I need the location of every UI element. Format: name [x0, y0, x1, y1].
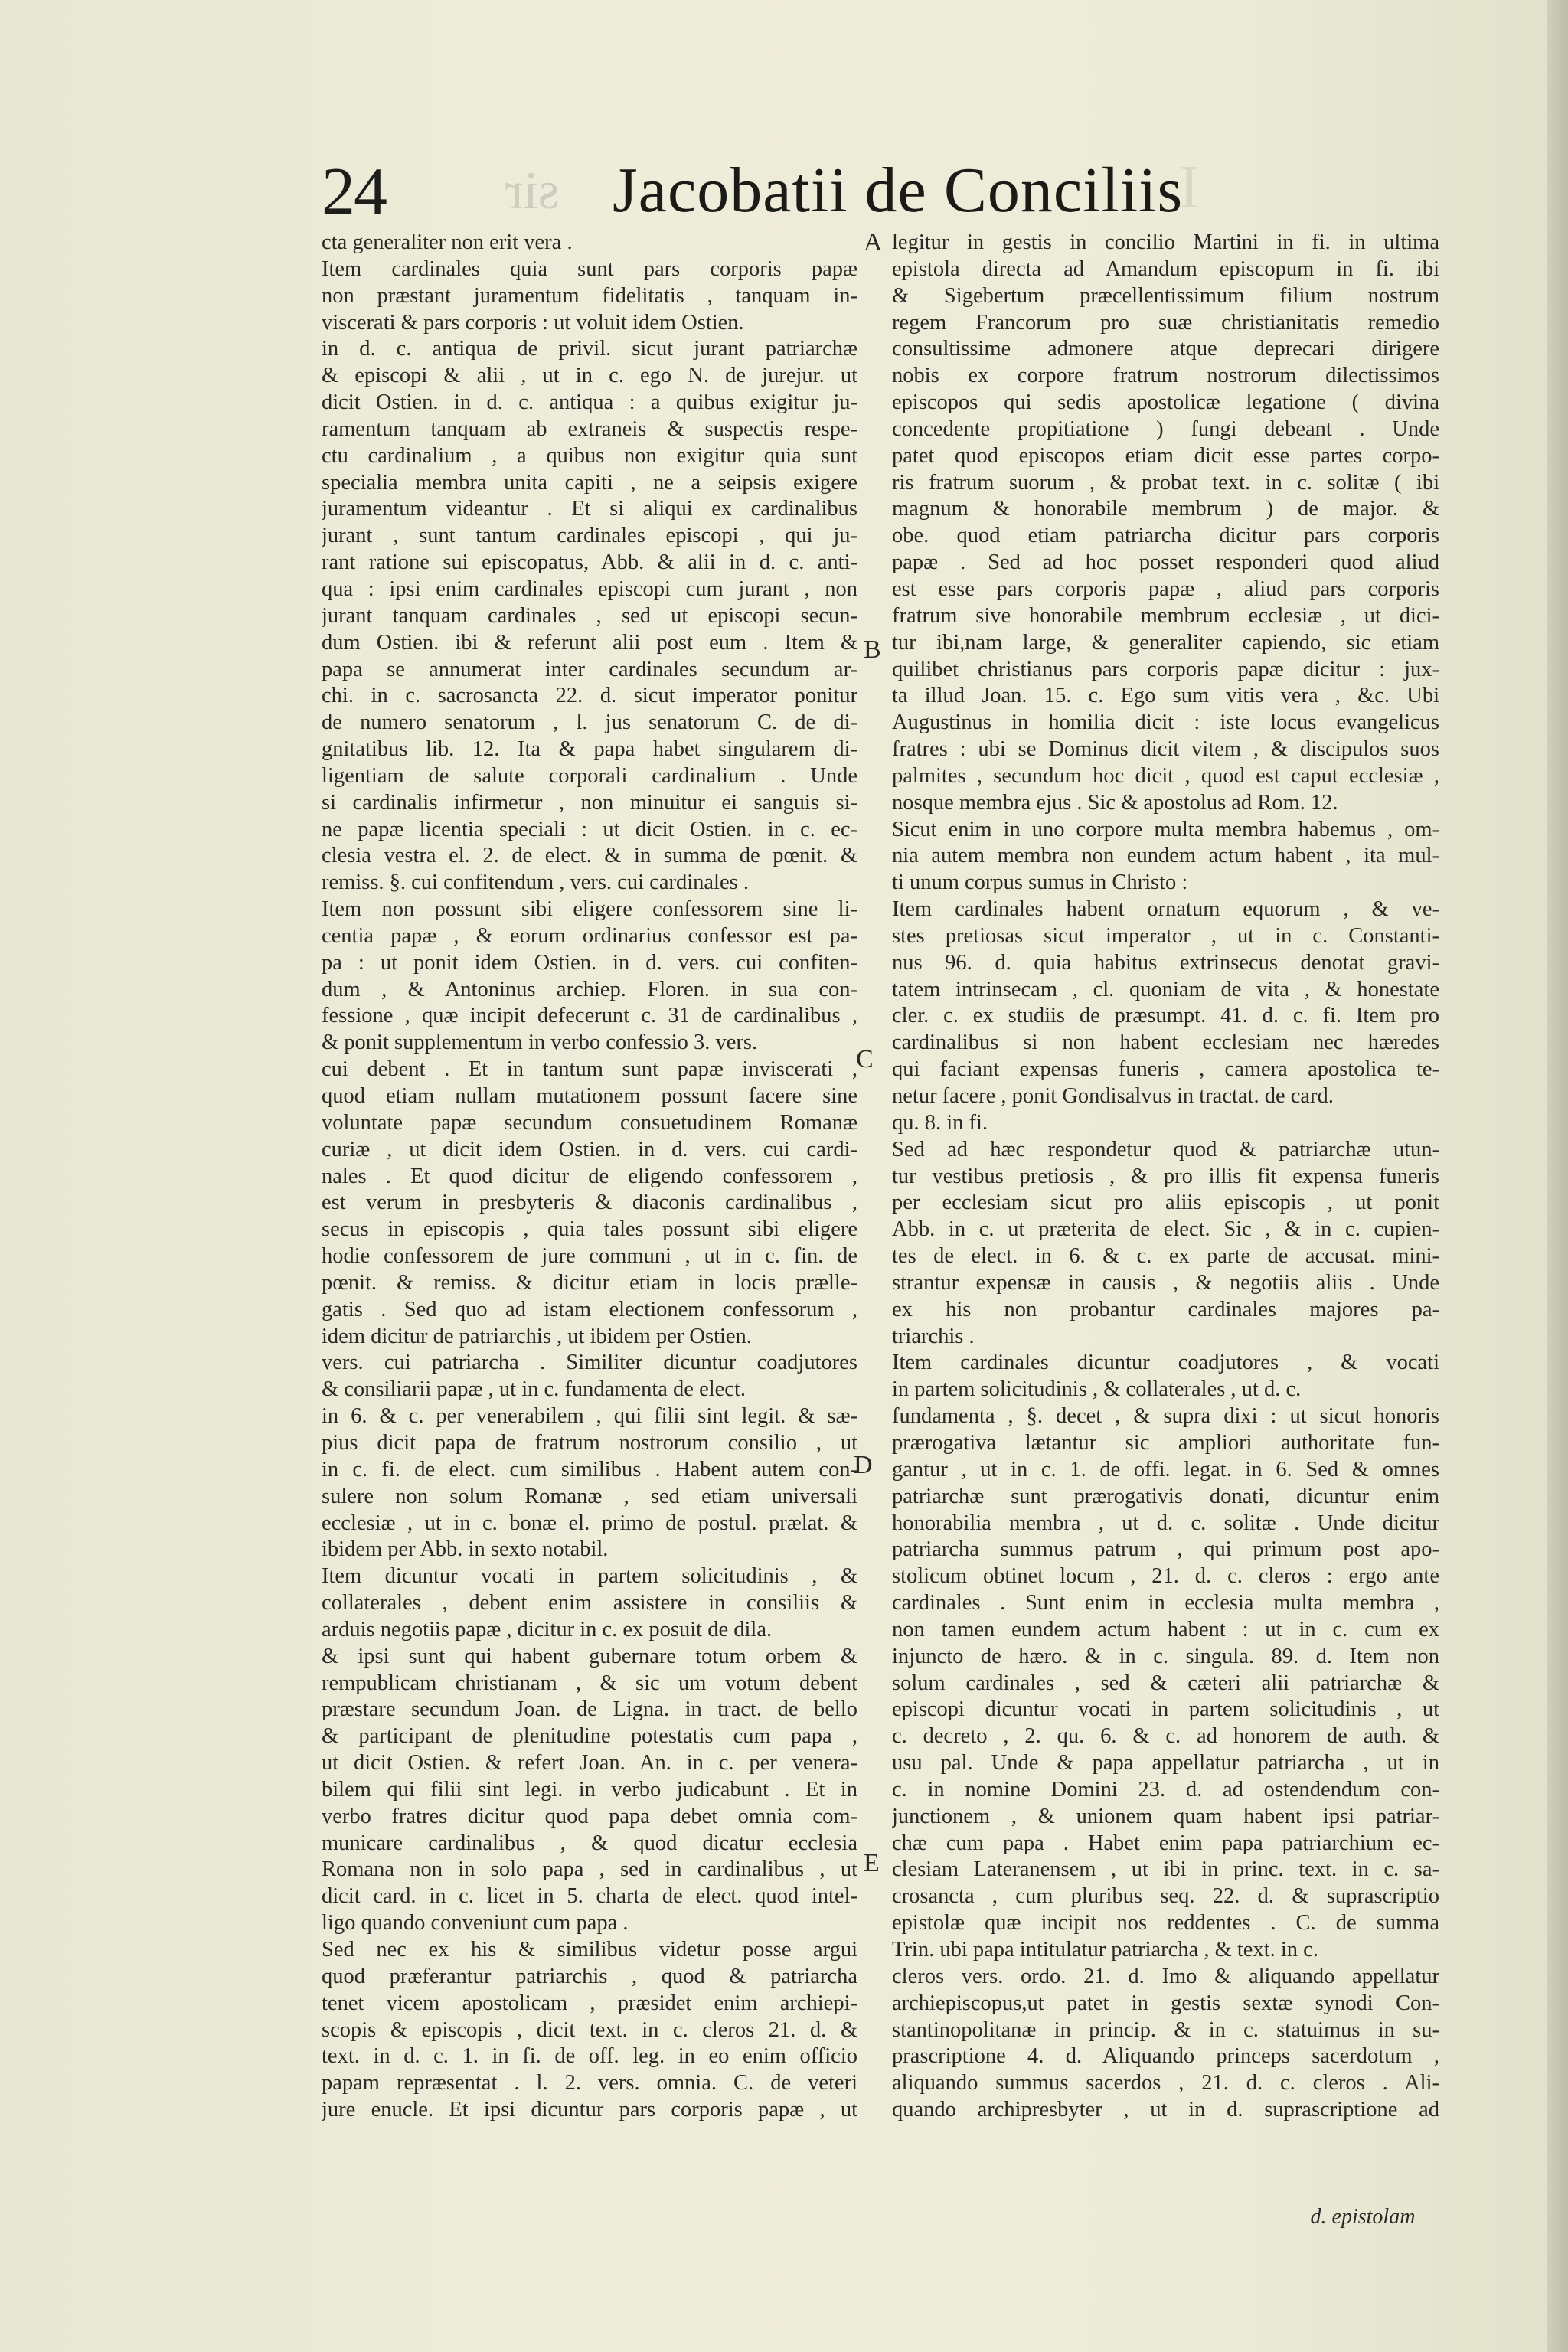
text-line: concedente propitiatione ) fungi debeant . Unde [892, 416, 1439, 441]
text-line: ex his non probantur cardinales majores pa- [892, 1297, 1439, 1321]
text-line: dum Ostien. ibi & referunt alii post eum . Item & [322, 630, 858, 655]
text-line: & ipsi sunt qui habent gubernare totum orbem & [322, 1644, 858, 1668]
text-line: injuncto de hæro. & in c. singula. 89. d. Item non [892, 1644, 1439, 1668]
margin-letter-b: B [864, 635, 881, 664]
text-line: & Sigebertum præcellentissimum filium nostrum [892, 283, 1439, 308]
text-line: c. decreto , 2. qu. 6. & c. ad honorem de auth. & [892, 1724, 1439, 1749]
text-line: centia papæ , & eorum ordinarius confessor est pa- [322, 923, 858, 948]
text-line: patriarcha summus patrum , qui primum post apo- [892, 1537, 1439, 1562]
text-line: quilibet christianus pars corporis papæ dicitur : jux- [892, 657, 1439, 681]
text-line: municare cardinalibus , & quod dicatur ecclesia [322, 1831, 858, 1855]
text-line: crosancta , cum pluribus seq. 22. d. & suprascriptio [892, 1884, 1439, 1909]
text-line: ligo quando conveniunt cum papa . [322, 1911, 629, 1936]
text-line: ne papæ licentia speciali : ut dicit Ostien. in c. ec- [322, 817, 858, 841]
text-line: fessione , quæ incipit defecerunt c. 31 de cardinalibus , [322, 1004, 858, 1028]
text-line: pius dicit papa de fratrum nostrorum consilio , ut [322, 1430, 858, 1455]
margin-letter-d: D [854, 1451, 873, 1479]
text-line: gatis . Sed quo ad istam electionem confessorum , [322, 1297, 858, 1321]
text-line: pœnit. & remiss. & dicitur etiam in locis prælle- [322, 1270, 858, 1295]
text-line: papa se annumerat inter cardinales secundum ar- [322, 657, 858, 681]
text-line: collaterales , debent enim assistere in consiliis & [322, 1591, 858, 1615]
text-line: juramentum videantur . Et si aliqui ex cardinalibus [322, 497, 858, 521]
text-line: tatem intrinsecam , cl. quoniam de vita , & honestate [892, 977, 1439, 1001]
text-line: aliquando summus sacerdos , 21. d. c. cleros . Ali- [892, 2071, 1439, 2096]
text-line: sulere non solum Romanæ , sed etiam universali [322, 1484, 858, 1508]
text-line: junctionem , & unionem quam habent ipsi patriar- [892, 1804, 1439, 1828]
text-line: curiæ , ut dicit idem Ostien. in d. vers. cui cardi- [322, 1137, 858, 1161]
text-line: consultissime admonere atque deprecari dirigere [892, 337, 1439, 361]
right-text-column [892, 230, 1439, 2124]
text-line: cta generaliter non erit vera . [322, 230, 573, 254]
text-line: quod etiam nullam mutationem possunt facere sine [322, 1084, 858, 1108]
text-line: non præstant juramentum fidelitatis , tanquam in- [322, 283, 858, 308]
text-line: clesiam Lateranensem , ut ibi in princ. text. in c. sa- [892, 1857, 1439, 1882]
text-line: papæ . Sed ad hoc posset responderi quod aliud [892, 550, 1439, 575]
text-line: fratres : ubi se Dominus dicit vitem , & discipulos suos [892, 737, 1439, 762]
margin-letter-e: E [864, 1849, 880, 1877]
text-line: Romana non in solo papa , sed in cardinalibus , ut [322, 1857, 858, 1882]
text-line: quando archipresbyter , ut in d. suprascriptione ad [892, 2098, 1439, 2122]
text-line: nobis ex corpore fratrum nostrorum dilectissimos [892, 364, 1439, 388]
text-line: dicit card. in c. licet in 5. charta de elect. quod intel- [322, 1884, 858, 1909]
text-line: epistolæ quæ incipit nos reddentes . C. de summa [892, 1911, 1439, 1936]
text-line: stolicum obtinet locum , 21. d. c. cleros : ergo ante [892, 1564, 1439, 1589]
text-line: strantur expensæ in causis , & negotiis aliis . Unde [892, 1270, 1439, 1295]
text-line: ti unum corpus sumus in Christo : [892, 871, 1188, 895]
text-line: qu. 8. in fi. [892, 1110, 988, 1135]
text-line: cardinalibus si non habent ecclesiam nec hæredes [892, 1031, 1439, 1055]
text-line: ris fratrum suorum , & probat text. in c. solitæ ( ibi [892, 470, 1439, 495]
text-line: prærogativa lætantur sic ampliori authoritate fun- [892, 1430, 1439, 1455]
text-line: ta illud Joan. 15. c. Ego sum vitis vera , &c. Ubi [892, 684, 1439, 708]
text-line: honorabilia membra , ut d. c. solitæ . Unde dicitur [892, 1511, 1439, 1535]
text-line: qui faciant expensas funeris , camera apostolica te- [892, 1057, 1439, 1082]
text-line: ligentiam de salute corporali cardinalium . Unde [322, 763, 858, 788]
text-line: prascriptione 4. d. Aliquando princeps sacerdotum , [892, 2044, 1439, 2069]
text-line: stantinopolitanæ in princip. & in c. statuimus in su- [892, 2017, 1439, 2042]
text-line: Trin. ubi papa intitulatur patriarcha , & text. in c. [892, 1938, 1318, 1962]
text-line: nus 96. d. quia habitus extrinsecus denotat gravi- [892, 950, 1439, 975]
left-text-column [322, 230, 858, 2124]
text-line: bilem qui filii sint legi. in verbo judicabunt . Et in [322, 1777, 858, 1802]
text-line: Item non possunt sibi eligere confessorem sine li- [322, 897, 858, 922]
text-line: ctu cardinalium , a quibus non exigitur quia sunt [322, 443, 858, 468]
text-line: Item cardinales quia sunt pars corporis papæ [322, 256, 858, 281]
text-line: dicit Ostien. in d. c. antiqua : a quibus exigitur ju- [322, 390, 858, 415]
text-line: Augustinus in homilia dicit : iste locus evangelicus [892, 710, 1439, 735]
text-line: remiss. §. cui confitendum , vers. cui cardinales . [322, 871, 749, 895]
text-line: regem Francorum pro suæ christianitatis remedio [892, 310, 1439, 335]
text-line: hodie confessorem de jure communi , ut in c. fin. de [322, 1244, 858, 1269]
text-line: tenet vicem apostolicam , præsidet enim archiepi- [322, 1991, 858, 2015]
text-line: magnum & honorabile membrum ) de major. & [892, 497, 1439, 521]
text-line: patet quod episcopos etiam dicit esse partes corpo- [892, 443, 1439, 468]
text-line: tur vestibus pretiosis , & pro illis fit expensa funeris [892, 1164, 1439, 1188]
text-line: archiepiscopus,ut patet in gestis sextæ synodi Con- [892, 1991, 1439, 2015]
text-line: palmites , secundum hoc dicit , quod est caput ecclesiæ , [892, 763, 1439, 788]
page-number: 24 [322, 155, 386, 229]
text-line: cardinales . Sunt enim in ecclesia multa membra , [892, 1591, 1439, 1615]
text-line: & consiliarii papæ , ut in c. fundamenta de elect. [322, 1377, 746, 1402]
text-line: ramentum tanquam ab extraneis & suspectis respe- [322, 416, 858, 441]
text-line: de numero senatorum , l. jus senatorum C. de di- [322, 710, 858, 735]
text-line: ut dicit Ostien. & refert Joan. An. in c. per venera- [322, 1751, 858, 1775]
text-line: nales . Et quod dicitur de eligendo confessorem , [322, 1164, 858, 1188]
text-line: præstare secundum Joan. de Ligna. in tract. de bello [322, 1697, 858, 1722]
text-line: usu pal. Unde & papa appellatur patriarcha , ut in [892, 1751, 1439, 1775]
text-line: gnitatibus lib. 12. Ita & papa habet singularem di- [322, 737, 858, 762]
bleed-through-text: I [1179, 154, 1200, 221]
text-line: tes de elect. in 6. & c. ex parte de accusat. mini- [892, 1244, 1439, 1269]
text-line: arduis negotiis papæ , dicitur in c. ex posuit de dila. [322, 1617, 773, 1642]
text-line: Sicut enim in uno corpore multa membra habemus , om- [892, 817, 1439, 841]
text-line: episcopi dicuntur vocati in partem solicitudinis , ut [892, 1697, 1439, 1722]
text-line: jure enucle. Et ipsi dicuntur pars corporis papæ , ut [322, 2098, 858, 2122]
text-line: specialia membra unita capiti , ne a seipsis exigere [322, 470, 858, 495]
text-line: tur ibi,nam large, & generaliter capiendo, sic etiam [892, 630, 1439, 655]
margin-letter-c: C [856, 1045, 874, 1073]
text-line: epistola directa ad Amandum episcopum in fi. ibi [892, 256, 1439, 281]
page-header [0, 145, 1547, 237]
text-line: cler. c. ex studiis de præsumpt. 41. d. c. fi. Item pro [892, 1004, 1439, 1028]
text-line: clesia vestra el. 2. de elect. & in summa de pœnit. & [322, 844, 858, 868]
text-line: nosque membra ejus . Sic & apostolus ad Rom. 12. [892, 790, 1338, 815]
text-line: pa : ut ponit idem Ostien. in d. vers. cui confiten- [322, 950, 858, 975]
text-line: Item cardinales habent ornatum equorum , & ve- [892, 897, 1439, 922]
text-line: non tamen eundem actum habent : ut in c. cum ex [892, 1617, 1439, 1642]
text-line: cui debent . Et in tantum sunt papæ inviscerati , [322, 1057, 858, 1082]
text-line: Abb. in c. ut præterita de elect. Sic , & in c. cupien- [892, 1217, 1439, 1242]
text-line: gantur , ut in c. 1. de offi. legat. in 6. Sed & omnes [892, 1457, 1439, 1481]
bleed-through-text: sir [505, 162, 559, 220]
text-line: in d. c. antiqua de privil. sicut jurant patriarchæ [322, 337, 858, 361]
text-line: & episcopi & alii , ut in c. ego N. de jurejur. ut [322, 364, 858, 388]
text-line: papam repræsentat . l. 2. vers. omnia. C. de veteri [322, 2071, 858, 2096]
text-line: & ponit supplementum in verbo confessio 3. vers. [322, 1031, 758, 1055]
text-line: c. in nomine Domini 23. d. ad ostendendum con- [892, 1777, 1439, 1802]
text-line: est verum in presbyteris & diaconis cardinalibus , [322, 1191, 858, 1215]
text-line: rempublicam christianam , & sic um votum debent [322, 1671, 858, 1695]
text-line: voluntate papæ secundum consuetudinem Romanæ [322, 1110, 858, 1135]
text-line: secus in episcopis , quia tales possunt sibi eligere [322, 1217, 858, 1242]
text-line: per ecclesiam sicut pro aliis episcopis , ut ponit [892, 1191, 1439, 1215]
text-line: ecclesiæ , ut in c. bonæ el. primo de postul. prælat. & [322, 1511, 858, 1535]
text-line: vers. cui patriarcha . Similiter dicuntur coadjutores [322, 1351, 858, 1375]
text-line: in c. fi. de elect. cum similibus . Habent autem con- [322, 1457, 858, 1481]
text-line: episcopos qui sedis apostolicæ legatione ( divina [892, 390, 1439, 415]
text-line: in 6. & c. per venerabilem , qui filii sint legit. & sæ- [322, 1404, 858, 1429]
text-line: chæ cum papa . Habet enim papa patriarchium ec- [892, 1831, 1439, 1855]
text-line: jurant tanquam cardinales , sed ut episcopi secun- [322, 603, 858, 628]
text-line: Item dicuntur vocati in partem solicitudinis , & [322, 1564, 858, 1589]
text-line: in partem solicitudinis , & collaterales , ut d. c. [892, 1377, 1302, 1402]
text-line: fundamenta , §. decet , & supra dixi : ut sicut honoris [892, 1404, 1439, 1429]
text-line: ibidem per Abb. in sexto notabil. [322, 1537, 609, 1562]
text-line: nia autem membra non eundem actum habent , ita mul- [892, 844, 1439, 868]
text-line: patriarchæ sunt prærogativis donati, dicuntur enim [892, 1484, 1439, 1508]
text-line: netur facere , ponit Gondisalvus in tractat. de card. [892, 1084, 1334, 1108]
text-line: qua : ipsi enim cardinales episcopi cum jurant , non [322, 577, 858, 601]
text-line: Item cardinales dicuntur coadjutores , & vocati [892, 1351, 1439, 1375]
text-line: & participant de plenitudine potestatis cum papa , [322, 1724, 858, 1749]
text-line: legitur in gestis in concilio Martini in fi. in ultima [892, 230, 1439, 254]
margin-letter-a: A [864, 228, 883, 256]
page-edge [1547, 0, 1568, 2352]
text-line: Sed ad hæc respondetur quod & patriarchæ utun- [892, 1137, 1439, 1161]
running-title: Jacobatii de Conciliis [612, 155, 1184, 226]
text-line: scopis & episcopis , dicit text. in c. cleros 21. d. & [322, 2017, 858, 2042]
text-line: obe. quod etiam patriarcha dicitur pars corporis [892, 524, 1439, 548]
text-line: idem dicitur de patriarchis , ut ibidem per Ostien. [322, 1324, 752, 1348]
text-line: solum cardinales , sed & cæteri alii patriarchæ & [892, 1671, 1439, 1695]
text-line: viscerati & pars corporis : ut voluit idem Ostien. [322, 310, 744, 335]
text-line: si cardinalis infirmetur , non minuitur ei sanguis si- [322, 790, 858, 815]
text-line: jurant , sunt tantum cardinales episcopi , qui ju- [322, 524, 858, 548]
text-line: cleros vers. ordo. 21. d. Imo & aliquando appellatur [892, 1964, 1439, 1988]
text-line: quod præferantur patriarchis , quod & patriarcha [322, 1964, 858, 1988]
text-line: verbo fratres dicitur quod papa debet omnia com- [322, 1804, 858, 1828]
text-line: chi. in c. sacrosancta 22. d. sicut imperator ponitur [322, 684, 858, 708]
text-line: fratrum sive honorabile membrum ecclesiæ , ut dici- [892, 603, 1439, 628]
text-line: est esse pars corporis papæ , aliud pars corporis [892, 577, 1439, 601]
text-line: rant ratione sui episcopatus, Abb. & alii in d. c. anti- [322, 550, 858, 575]
text-line: dum , & Antoninus archiep. Floren. in sua con- [322, 977, 858, 1001]
text-line: text. in d. c. 1. in fi. de off. leg. in eo enim officio [322, 2044, 858, 2069]
text-line: stes pretiosas sicut imperator , ut in c. Constanti- [892, 923, 1439, 948]
catchword: d. epistolam [1310, 2205, 1416, 2229]
text-line: Sed nec ex his & similibus videtur posse argui [322, 1938, 858, 1962]
text-line: triarchis . [892, 1324, 975, 1348]
